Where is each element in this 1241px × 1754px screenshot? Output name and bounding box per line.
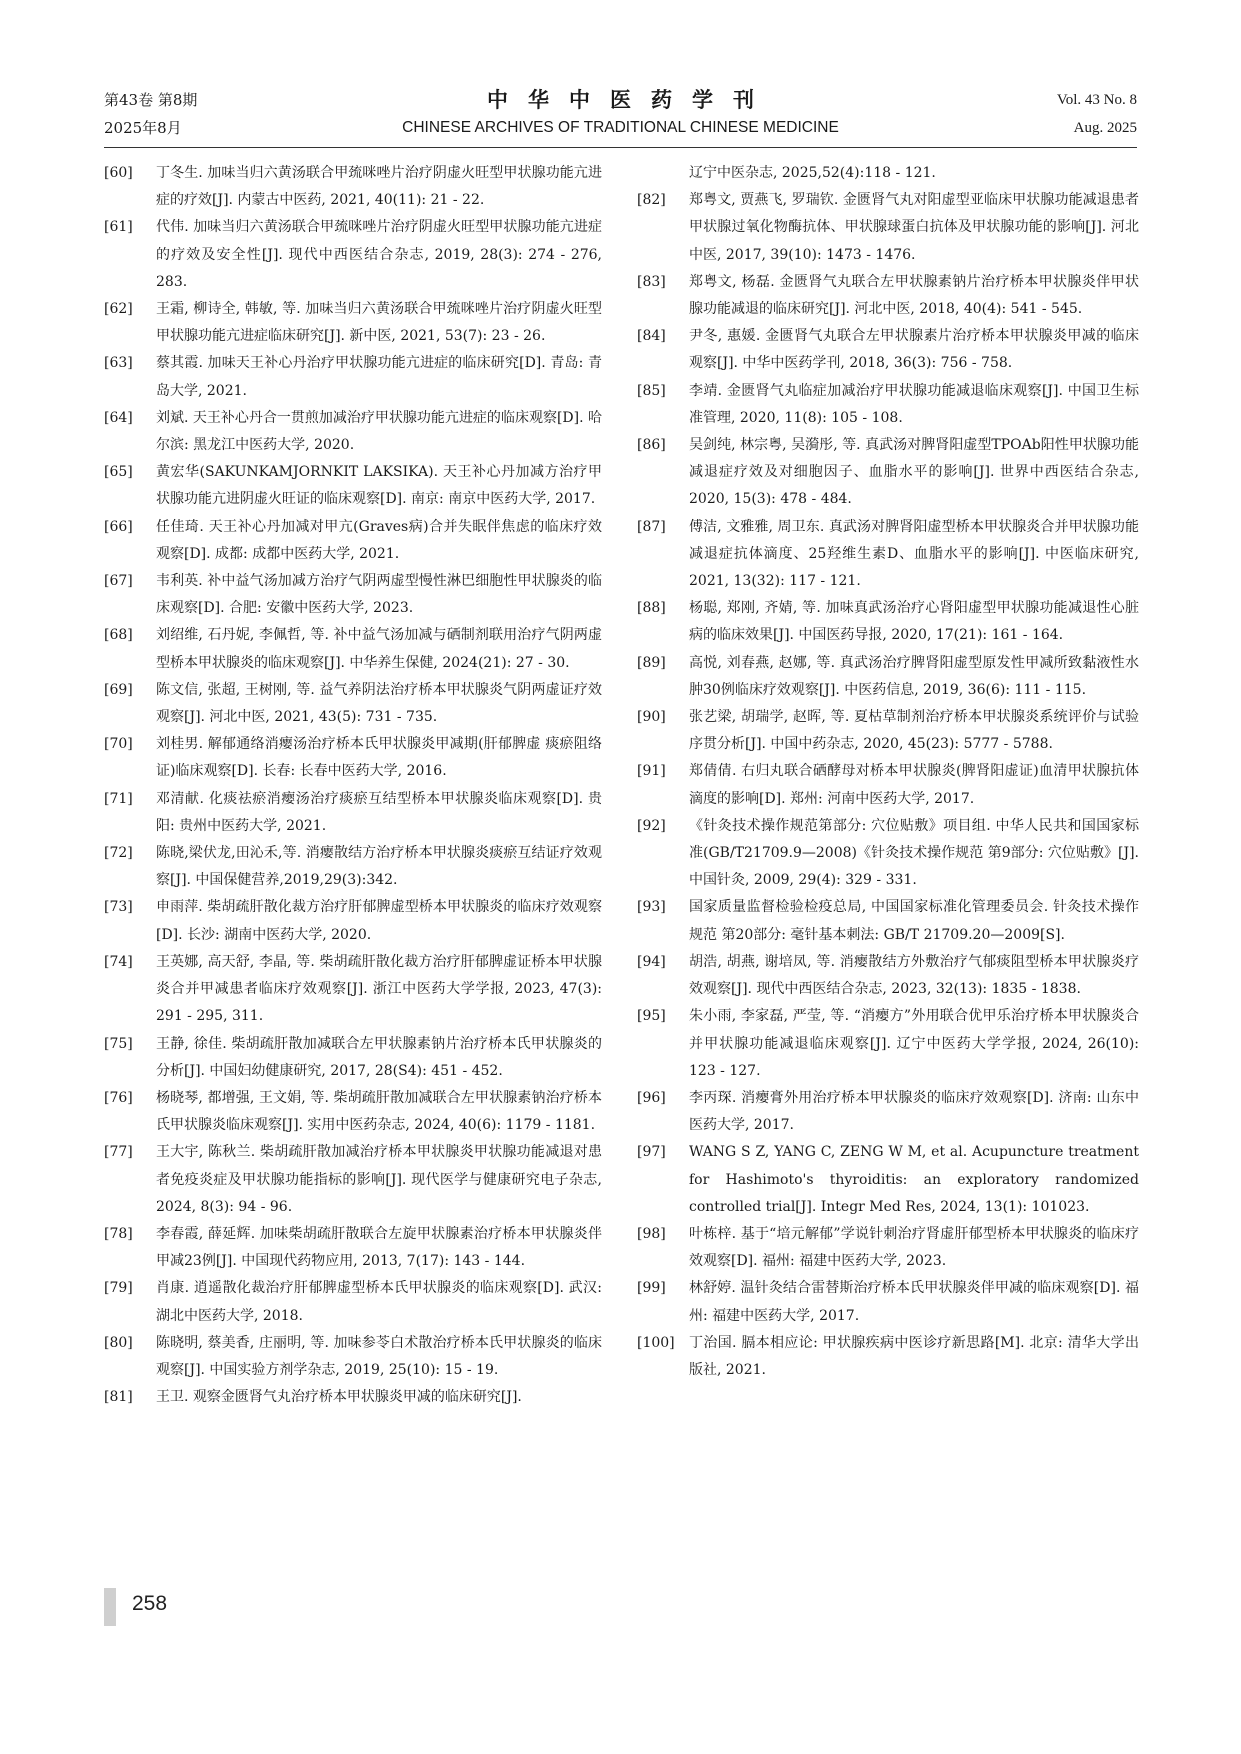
reference-text: 王英娜, 高天舒, 李晶, 等. 柴胡疏肝散化裁方治疗肝郁脾虚证桥本甲状腺炎合并甲减患者临床疗效观察[J]. 浙江中医药大学学报, 2023, 47(3): 291 - 295, 311.	[156, 953, 602, 1025]
reference-item	[104, 622, 602, 676]
reference-number: [99]	[637, 1280, 666, 1297]
reference-item	[104, 786, 602, 840]
reference-item	[104, 214, 602, 296]
reference-text: 陈晓明, 蔡美香, 庄丽明, 等. 加味参苓白术散治疗桥本氏甲状腺炎的临床观察[J]. 中国实验方剂学杂志, 2019, 25(10): 15 - 19.	[156, 1334, 602, 1378]
reference-number: [85]	[637, 382, 666, 399]
header-right	[1057, 86, 1137, 142]
reference-number: [62]	[104, 301, 133, 318]
reference-text: 王静, 徐佳. 柴胡疏肝散加减联合左甲状腺素钠片治疗桥本氏甲状腺炎的分析[J]. 中国妇幼健康研究, 2017, 28(S4): 451 - 452.	[156, 1035, 602, 1079]
reference-number: [70]	[104, 736, 133, 753]
reference-text: 林舒婷. 温针灸结合雷替斯治疗桥本氏甲状腺炎伴甲减的临床观察[D]. 福州: 福建中医药大学, 2017.	[689, 1280, 1139, 1324]
reference-number: [60]	[104, 165, 133, 181]
header-rule	[104, 147, 1137, 148]
reference-text: 郑粤文, 杨磊. 金匮肾气丸联合左甲状腺素钠片治疗桥本甲状腺炎伴甲状腺功能减退的临床研究[J]. 河北中医, 2018, 40(4): 541 - 545.	[689, 273, 1139, 318]
reference-column-left	[104, 160, 602, 1411]
reference-item	[104, 568, 602, 622]
reference-number: [74]	[104, 953, 133, 970]
reference-text: 申雨萍. 柴胡疏肝散化裁方治疗肝郁脾虚型桥本甲状腺炎的临床疗效观察[D]. 长沙: 湖南中医药大学, 2020.	[156, 899, 602, 943]
reference-item	[104, 1031, 602, 1085]
date-en: Aug. 2025	[1073, 120, 1137, 136]
reference-text: 杨晓琴, 都增强, 王文娟, 等. 柴胡疏肝散加减联合左甲状腺素钠治疗桥本氏甲状腺炎临床观察[J]. 实用中医药杂志, 2024, 40(6): 1179 - 1181.	[156, 1089, 602, 1134]
reference-number: [68]	[104, 627, 133, 644]
reference-number: [79]	[104, 1280, 133, 1297]
reference-text: 李靖. 金匮肾气丸临症加减治疗甲状腺功能减退临床观察[J]. 中国卫生标准管理, 2020, 11(8): 105 - 108.	[689, 382, 1139, 426]
reference-item	[637, 1085, 1139, 1139]
reference-item	[637, 514, 1139, 596]
reference-item	[637, 1003, 1139, 1085]
reference-item	[104, 1139, 602, 1221]
reference-text: 李春霞, 薛延辉. 加味柴胡疏肝散联合左旋甲状腺素治疗桥本甲状腺炎伴甲减23例[J]. 中国现代药物应用, 2013, 7(17): 143 - 144.	[156, 1225, 602, 1270]
reference-text: 杨聪, 郑刚, 齐婧, 等. 加味真武汤治疗心肾阳虚型甲状腺功能减退性心脏病的临床效果[J]. 中国医药导报, 2020, 17(21): 161 - 164.	[689, 600, 1139, 644]
reference-text: 肖康. 逍遥散化裁治疗肝郁脾虚型桥本氏甲状腺炎的临床观察[D]. 武汉: 湖北中医药大学, 2018.	[156, 1280, 602, 1324]
reference-item	[637, 1275, 1139, 1329]
reference-number: [91]	[637, 763, 666, 780]
reference-item	[637, 894, 1139, 948]
reference-number: [76]	[104, 1089, 133, 1106]
reference-number: [82]	[637, 192, 666, 209]
reference-text: 邓清献. 化痰祛瘀消瘿汤治疗痰瘀互结型桥本甲状腺炎临床观察[D]. 贵阳: 贵州中医药大学, 2021.	[156, 790, 602, 834]
reference-text: 陈文信, 张超, 王树刚, 等. 益气养阴法治疗桥本甲状腺炎气阴两虚证疗效观察[J]. 河北中医, 2021, 43(5): 731 - 735.	[156, 681, 602, 726]
journal-title-en: CHINESE ARCHIVES OF TRADITIONAL CHINESE MEDICINE	[402, 119, 839, 136]
reference-text: 蔡其霞. 加味天王补心丹治疗甲状腺功能亢进症的临床研究[D]. 青岛: 青岛大学, 2021.	[156, 355, 602, 399]
reference-number: [69]	[104, 681, 133, 698]
reference-text: 张艺梁, 胡瑞学, 赵晖, 等. 夏枯草制剂治疗桥本甲状腺炎系统评价与试验序贯分析[J]. 中国中药杂志, 2020, 45(23): 5777 - 5788.	[689, 709, 1139, 753]
reference-item	[637, 187, 1139, 269]
reference-text: 《针灸技术操作规范第部分: 穴位贴敷》项目组. 中华人民共和国国家标准(GB/T21709.9—2008)《针灸技术操作规范 第9部分: 穴位贴敷》[J]. 中国针灸, 2009, 29(4): 329 - 331.	[689, 817, 1139, 889]
reference-item	[637, 758, 1139, 812]
reference-number: [64]	[104, 409, 133, 426]
reference-item	[637, 378, 1139, 432]
reference-item	[104, 1330, 602, 1384]
journal-title-cn: 中华中医药学刊	[487, 88, 774, 112]
reference-item	[104, 840, 602, 894]
reference-text: 王卫. 观察金匮肾气丸治疗桥本甲状腺炎甲减的临床研究[J].	[156, 1389, 522, 1406]
volume-issue-cn: 第43卷 第8期	[104, 91, 198, 109]
reference-number: [66]	[104, 518, 133, 535]
reference-text: 王大宇, 陈秋兰. 柴胡疏肝散加减治疗桥本甲状腺炎甲状腺功能减退对患者免疫炎症及甲状腺功能指标的影响[J]. 现代医学与健康研究电子杂志, 2024, 8(3): 94 - 96.	[156, 1144, 602, 1215]
page-header	[104, 86, 1137, 146]
reference-number: [73]	[104, 899, 133, 916]
reference-text: 韦利英. 补中益气汤加减方治疗气阴两虚型慢性淋巴细胞性甲状腺炎的临床观察[D]. 合肥: 安徽中医药大学, 2023.	[156, 573, 602, 617]
reference-item	[104, 677, 602, 731]
reference-text: 郑倩倩. 右归丸联合硒酵母对桥本甲状腺炎(脾肾阳虚证)血清甲状腺抗体滴度的影响[D]. 郑州: 河南中医药大学, 2017.	[689, 763, 1139, 807]
reference-number: [93]	[637, 899, 666, 916]
reference-item	[637, 323, 1139, 377]
reference-number: [100]	[637, 1334, 675, 1351]
reference-text: 任佳琦. 天王补心丹加减对甲亢(Graves病)合并失眠伴焦虑的临床疗效观察[D]. 成都: 成都中医药大学, 2021.	[156, 518, 602, 562]
reference-text: 陈晓,梁伏龙,田沁禾,等. 消瘿散结方治疗桥本甲状腺炎痰瘀互结证疗效观察[J]. 中国保健营养,2019,29(3):342.	[156, 845, 602, 889]
reference-number: [86]	[637, 437, 666, 454]
reference-number: [92]	[637, 817, 666, 834]
reference-number: [97]	[637, 1144, 666, 1161]
reference-number: [72]	[104, 845, 133, 862]
reference-text: 高悦, 刘春燕, 赵娜, 等. 真武汤治疗脾肾阳虚型原发性甲减所致黏液性水肿30例临床疗效观察[J]. 中医药信息, 2019, 36(6): 111 - 115.	[689, 654, 1139, 698]
reference-number: [80]	[104, 1334, 133, 1351]
reference-number: [96]	[637, 1089, 666, 1106]
reference-number: [89]	[637, 654, 666, 671]
reference-text: 刘桂男. 解郁通络消瘿汤治疗桥本氏甲状腺炎甲减期(肝郁脾虚 痰瘀阻络证)临床观察[D]. 长春: 长春中医药大学, 2016.	[156, 736, 602, 780]
volume-issue-en: Vol. 43 No. 8	[1056, 92, 1137, 108]
reference-number: [71]	[104, 790, 133, 807]
reference-item	[104, 1275, 602, 1329]
reference-text: 代伟. 加味当归六黄汤联合甲巯咪唑片治疗阴虚火旺型甲状腺功能亢进症的疗效及安全性[J]. 现代中西医结合杂志, 2019, 28(3): 274 - 276, 283.	[156, 219, 602, 290]
reference-number: [63]	[104, 355, 133, 372]
reference-item	[104, 160, 602, 214]
reference-number: [83]	[637, 273, 666, 290]
reference-item	[637, 1221, 1139, 1275]
reference-number: [94]	[637, 953, 666, 970]
reference-text: 国家质量监督检验检疫总局, 中国国家标准化管理委员会. 针灸技术操作规范 第20部分: 毫针基本刺法: GB/T 21709.20—2009[S].	[689, 899, 1139, 943]
reference-item	[104, 514, 602, 568]
reference-number: [78]	[104, 1225, 133, 1242]
page-footer	[104, 1588, 174, 1626]
reference-item	[637, 432, 1139, 514]
reference-text: 郑粤文, 贾燕飞, 罗瑞钦. 金匮肾气丸对阳虚型亚临床甲状腺功能减退患者甲状腺过氧化物酶抗体、甲状腺球蛋白抗体及甲状腺功能的影响[J]. 河北中医, 2017, 39(10): 1473 - 1476.	[689, 192, 1139, 263]
reference-item	[637, 704, 1139, 758]
reference-item	[104, 350, 602, 404]
reference-text: 丁冬生. 加味当归六黄汤联合甲巯咪唑片治疗阴虚火旺型甲状腺功能亢进症的疗效[J]. 内蒙古中医药, 2021, 40(11): 21 - 22.	[156, 165, 602, 209]
reference-item	[104, 1221, 602, 1275]
reference-text: 李丙琛. 消瘿膏外用治疗桥本甲状腺炎的临床疗效观察[D]. 济南: 山东中医药大学, 2017.	[689, 1089, 1139, 1134]
page-number-bar	[104, 1588, 116, 1626]
reference-number: [67]	[104, 573, 133, 590]
page-number: 258	[132, 1592, 168, 1615]
reference-column-right	[637, 160, 1139, 1384]
reference-number: [81]	[104, 1389, 133, 1406]
reference-item	[637, 650, 1139, 704]
reference-item	[637, 949, 1139, 1003]
reference-item	[104, 894, 602, 948]
reference-number: [65]	[104, 464, 133, 481]
reference-text: 吴剑纯, 林宗粤, 吴漪彤, 等. 真武汤对脾肾阳虚型TPOAb阳性甲状腺功能减退症疗效及对细胞因子、血脂水平的影响[J]. 世界中西医结合杂志, 2020, 15(3): 478 - 484.	[689, 437, 1139, 508]
reference-text: 傅洁, 文雅雅, 周卫东. 真武汤对脾肾阳虚型桥本甲状腺炎合并甲状腺功能减退症抗体滴度、25羟维生素D、血脂水平的影响[J]. 中医临床研究, 2021, 13(32): 117 - 121.	[689, 518, 1139, 590]
reference-item	[104, 459, 602, 513]
reference-item	[637, 1330, 1139, 1384]
reference-text: 王霜, 柳诗全, 韩敏, 等. 加味当归六黄汤联合甲巯咪唑片治疗阴虚火旺型甲状腺功能亢进症临床研究[J]. 新中医, 2021, 53(7): 23 - 26.	[156, 301, 602, 345]
reference-number: [90]	[637, 709, 666, 726]
reference-text: 刘斌. 天王补心丹合一贯煎加减治疗甲状腺功能亢进症的临床观察[D]. 哈尔滨: 黑龙江中医药大学, 2020.	[156, 409, 602, 454]
reference-text: 刘绍维, 石丹妮, 李佩哲, 等. 补中益气汤加减与硒制剂联用治疗气阴两虚型桥本甲状腺炎的临床观察[J]. 中华养生保健, 2024(21): 27 - 30.	[156, 627, 602, 671]
reference-text: 叶栋梓. 基于“培元解郁”学说针刺治疗肾虚肝郁型桥本甲状腺炎的临床疗效观察[D]. 福州: 福建中医药大学, 2023.	[689, 1225, 1139, 1270]
reference-text: WANG S Z, YANG C, ZENG W M, et al. Acupuncture treatment for Hashimoto's thyroiditis: an exploratory randomized controlled trial[J]. Integr Med Res, 2024, 13(1): 101023.	[689, 1144, 1139, 1215]
reference-text: 朱小雨, 李家磊, 严莹, 等. “消瘿方”外用联合优甲乐治疗桥本甲状腺炎合并甲状腺功能减退临床观察[J]. 辽宁中医药大学学报, 2024, 26(10): 123 - 127.	[689, 1008, 1139, 1079]
reference-number: [84]	[637, 328, 666, 345]
reference-number: [95]	[637, 1008, 666, 1025]
reference-item	[104, 296, 602, 350]
reference-item	[637, 269, 1139, 323]
reference-number: [77]	[104, 1144, 133, 1161]
date-cn: 2025年8月	[104, 119, 182, 137]
reference-number: [61]	[104, 219, 133, 236]
reference-number: [75]	[104, 1035, 133, 1052]
reference-text: 尹冬, 惠媛. 金匮肾气丸联合左甲状腺素片治疗桥本甲状腺炎甲减的临床观察[J]. 中华中医药学刊, 2018, 36(3): 756 - 758.	[689, 328, 1139, 372]
reference-item	[104, 949, 602, 1031]
reference-number: [87]	[637, 518, 666, 535]
reference-item	[104, 1085, 602, 1139]
reference-number: [98]	[637, 1225, 666, 1242]
reference-item	[104, 405, 602, 459]
reference-text: 黄宏华(SAKUNKAMJORNKIT LAKSIKA). 天王补心丹加减方治疗甲状腺功能亢进阴虚火旺证的临床观察[D]. 南京: 南京中医药大学, 2017.	[156, 464, 602, 508]
reference-continuation: 辽宁中医杂志, 2025,52(4):118 - 121.	[689, 165, 936, 181]
reference-item	[637, 595, 1139, 649]
reference-text: 丁治国. 膈本相应论: 甲状腺疾病中医诊疗新思路[M]. 北京: 清华大学出版社, 2021.	[689, 1334, 1139, 1378]
reference-text: 胡浩, 胡燕, 谢培凤, 等. 消瘿散结方外敷治疗气郁痰阻型桥本甲状腺炎疗效观察[J]. 现代中西医结合杂志, 2023, 32(13): 1835 - 1838.	[689, 953, 1139, 998]
reference-item	[637, 1139, 1139, 1221]
reference-item	[104, 1384, 602, 1411]
reference-number: [88]	[637, 600, 666, 617]
header-center	[104, 86, 1137, 142]
reference-item	[104, 731, 602, 785]
reference-item	[637, 813, 1139, 895]
